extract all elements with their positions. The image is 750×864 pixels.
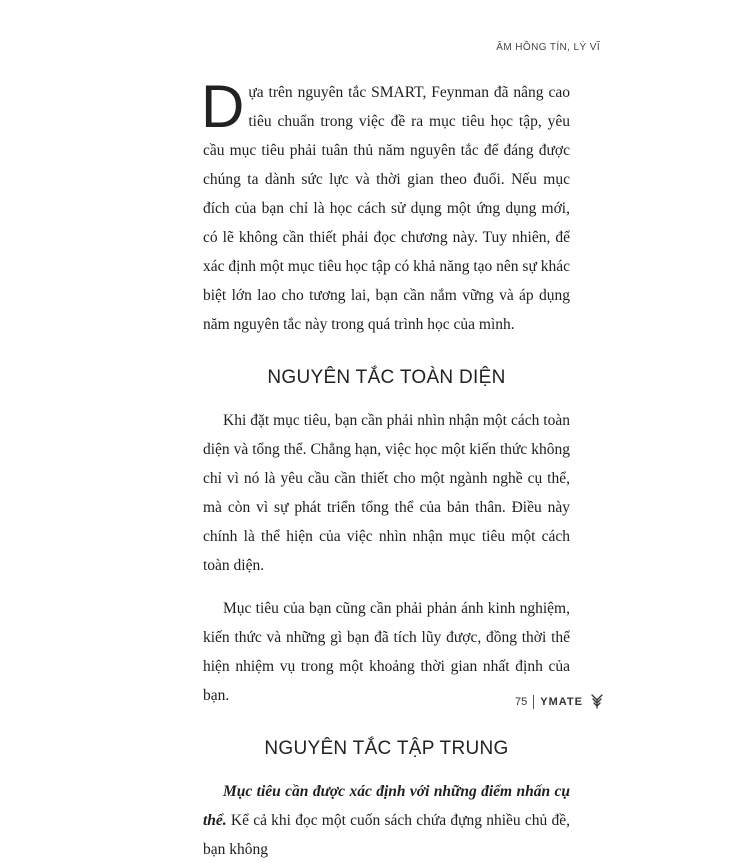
section-heading-focus: NGUYÊN TẮC TẬP TRUNG	[264, 738, 509, 759]
drop-cap: D	[201, 73, 245, 140]
page-number: 75	[515, 696, 528, 708]
intro-text: ựa trên nguyên tắc SMART, Feynman đã nâng cao tiêu chuẩn trong việc đề ra mục tiêu học tập, yêu cầu mục tiêu phải tuân thủ năm nguyên tắc để đáng được chúng ta dành sức lực và thời gian theo đuổi. Nếu mục đích của bạn chỉ là học cách sử dụng một ứng dụng mới, có lẽ không cần thiết phải đọc chương này. Tuy nhiên, để xác định một mục tiêu học tập có khả năng tạo nên sự khác biệt lớn lao cho tương lai, bạn cần nắm vững và áp dụng năm nguyên tắc này trong quá trình học của mình.	[203, 84, 570, 333]
page-footer	[515, 690, 615, 714]
section2-text: Kể cả khi đọc một cuốn sách chứa đựng nhiều chủ đề, bạn không	[203, 812, 570, 858]
ymate-logo-icon	[589, 693, 605, 712]
section2-emphasis: Mục tiêu cần được xác định với những điểm nhấn cụ thể.	[203, 783, 570, 829]
section1-paragraph-1: Khi đặt mục tiêu, bạn cần phải nhìn nhận một cách toàn diện và tổng thể. Chẳng hạn, việc học một kiến thức không chỉ vì nó là yêu cầu cần thiết cho một ngành nghề cụ thể, mà còn vì sự phát triển tổng thể của bản thân. Điều này chính là thể hiện của việc nhìn nhận mục tiêu một cách toàn diện.	[203, 412, 570, 574]
section1-paragraph-2: Mục tiêu của bạn cũng cần phải phản ánh kinh nghiệm, kiến thức và những gì bạn đã tích lũy được, đồng thời thể hiện nhiệm vụ trong một khoảng thời gian nhất định của bạn.	[203, 600, 570, 704]
publisher-brand: YMATE	[540, 696, 583, 708]
running-head: ÂM HỒNG TÍN, LÝ VĨ	[496, 42, 600, 53]
section2-paragraph	[203, 777, 570, 864]
footer-divider	[533, 695, 534, 709]
intro-paragraph	[201, 73, 570, 339]
body-text	[201, 73, 570, 864]
section-heading-comprehensive: NGUYÊN TẮC TOÀN DIỆN	[267, 367, 506, 388]
